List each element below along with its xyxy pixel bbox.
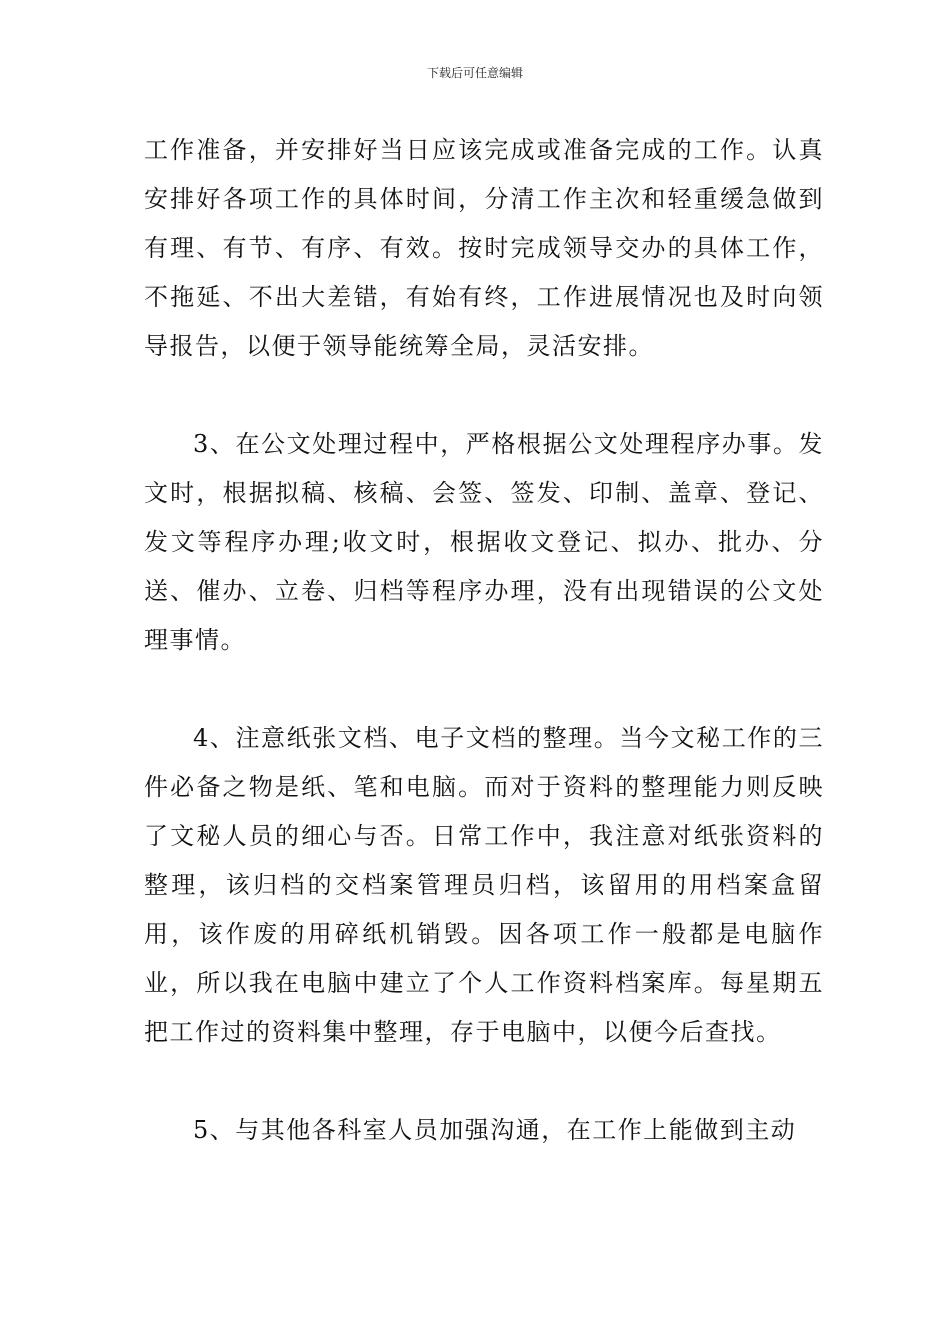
paragraph-file-organization: 4、注意纸张文档、电子文档的整理。当今文秘工作的三件必备之物是纸、笔和电脑。而对于资料的整理能力则反映了文秘人员的细心与否。日常工作中，我注意对纸张资料的整理，该归档的交档案管理员归档，该留用的用档案盒留用，该作废的用碎纸机销毁。因各项工作一般都是电脑作业，所以我在电脑中建立了个人工作资料档案库。每星期五把工作过的资料集中整理，存于电脑中，以便今后查找。 xyxy=(144,724,824,1046)
paragraph-document-processing: 3、在公文处理过程中，严格根据公文处理程序办事。发文时，根据拟稿、核稿、会签、签发、印制、盖章、登记、发文等程序办理;收文时，根据收文登记、拟办、批办、分送、催办、立卷、归档等程序办理，没有出现错误的公文处理事情。 xyxy=(144,430,824,654)
paragraph-gap xyxy=(144,371,824,420)
paragraph-work-preparation: 工作准备，并安排好当日应该完成或准备完成的工作。认真安排好各项工作的具体时间，分清工作主次和轻重缓急做到有理、有节、有序、有效。按时完成领导交办的具体工作，不拖延、不出大差错，有始有终，工作进展情况也及时向领导报告，以便于领导能统筹全局，灵活安排。 xyxy=(144,136,824,360)
paragraph-gap xyxy=(144,1057,824,1106)
document-body xyxy=(144,126,824,1155)
paragraph-gap xyxy=(144,665,824,714)
paragraph-communication: 5、与其他各科室人员加强沟通，在工作上能做到主动 xyxy=(193,1116,797,1144)
page-header-note: 下载后可任意编辑 xyxy=(426,66,523,80)
